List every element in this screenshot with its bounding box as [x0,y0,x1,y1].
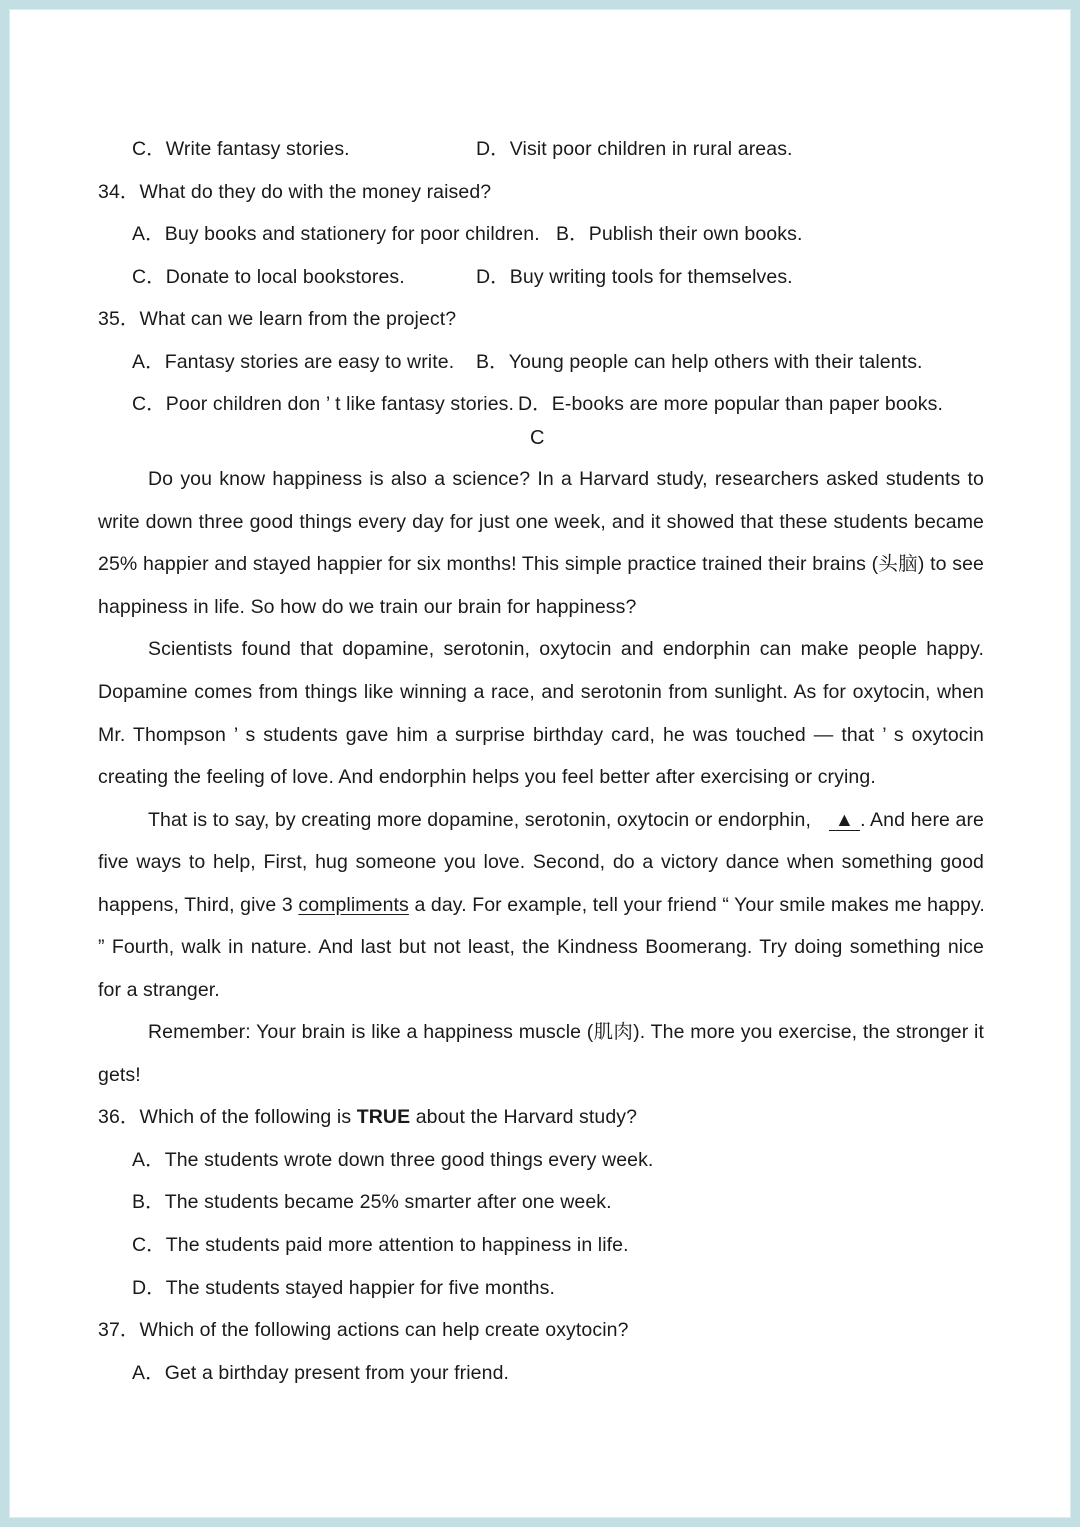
q36-option-a: A．The students wrote down three good things every week. [132,1149,654,1171]
q35-option-d: D．E-books are more popular than paper books. [518,393,943,415]
q33-option-c: C．Write fantasy stories. [132,138,350,160]
passage-p4-line1: Remember: Your brain is like a happiness muscle (肌肉). The more you exercise, the stronger it [148,1021,984,1043]
q37-question: 37．Which of the following actions can help create oxytocin? [98,1319,629,1341]
passage-p2-line1: Scientists found that dopamine, serotonin, oxytocin and endorphin can make people happy. [148,638,984,660]
passage-p3-line3-before: happens, Third, give 3 [98,894,293,916]
passage-p1-line1: Do you know happiness is also a science? In a Harvard study, researchers asked students to [148,468,984,490]
q35-option-b: B．Young people can help others with their talents. [476,351,923,373]
q36-question [98,1104,637,1130]
passage-p3-line3 [98,892,984,918]
passage-p4-line2: gets! [98,1064,141,1086]
q34-option-b: B．Publish their own books. [556,223,803,245]
q34-question: 34．What do they do with the money raised? [98,181,492,203]
q37-option-a: A．Get a birthday present from your friend. [132,1362,510,1384]
passage-p2-line3: Mr. Thompson ’ s students gave him a surprise birthday card, he was touched — that ’ s oxytocin [98,724,984,746]
underlined-word: compliments [298,894,409,916]
q34-option-c: C．Donate to local bookstores. [132,266,405,288]
q35-option-a: A．Fantasy stories are easy to write. [132,351,455,373]
q36-question-before: 36．Which of the following is [98,1106,352,1128]
q35-question: 35．What can we learn from the project? [98,308,457,330]
passage-p1-line3: 25% happier and stayed happier for six months! This simple practice trained their brains (头脑) to see [98,553,984,575]
q36-question-after: about the Harvard study? [415,1106,638,1128]
q36-option-c: C．The students paid more attention to happiness in life. [132,1234,629,1256]
passage-p2-line4: creating the feeling of love. And endorphin helps you feel better after exercising or crying. [98,766,876,788]
q36-option-d: D．The students stayed happier for five months. [132,1277,555,1299]
q36-option-b: B．The students became 25% smarter after one week. [132,1191,612,1213]
q33-option-d: D．Visit poor children in rural areas. [476,138,793,160]
passage-p1-line2: write down three good things every day for just one week, and it showed that these students became [98,511,984,533]
passage-p1-line4: happiness in life. So how do we train our brain for happiness? [98,596,637,618]
passage-p3-line3-after: a day. For example, tell your friend “ Your smile makes me happy. [414,894,985,916]
q34-option-d: D．Buy writing tools for themselves. [476,266,793,288]
answer-blank: ▲ [829,810,860,831]
passage-p3-line4: ” Fourth, walk in nature. And last but not least, the Kindness Boomerang. Try doing something nice [98,936,984,958]
passage-title: C [530,427,545,449]
passage-p3-line1-after: . And here are [860,809,984,831]
q34-option-a: A．Buy books and stationery for poor children. [132,223,540,245]
passage-p3-line1 [148,807,984,833]
passage-p3-line2: five ways to help, First, hug someone you love. Second, do a victory dance when something good [98,851,984,873]
q35-option-c: C．Poor children don ’ t like fantasy stories. [132,393,515,415]
passage-p3-line1-text: That is to say, by creating more dopamine, serotonin, oxytocin or endorphin, [148,809,812,831]
passage-p2-line2: Dopamine comes from things like winning a race, and serotonin from sunlight. As for oxytocin, when [98,681,984,703]
passage-p3-line5: for a stranger. [98,979,220,1001]
q36-question-bold: TRUE [356,1106,411,1128]
passage-p3-line1-end [823,807,984,833]
